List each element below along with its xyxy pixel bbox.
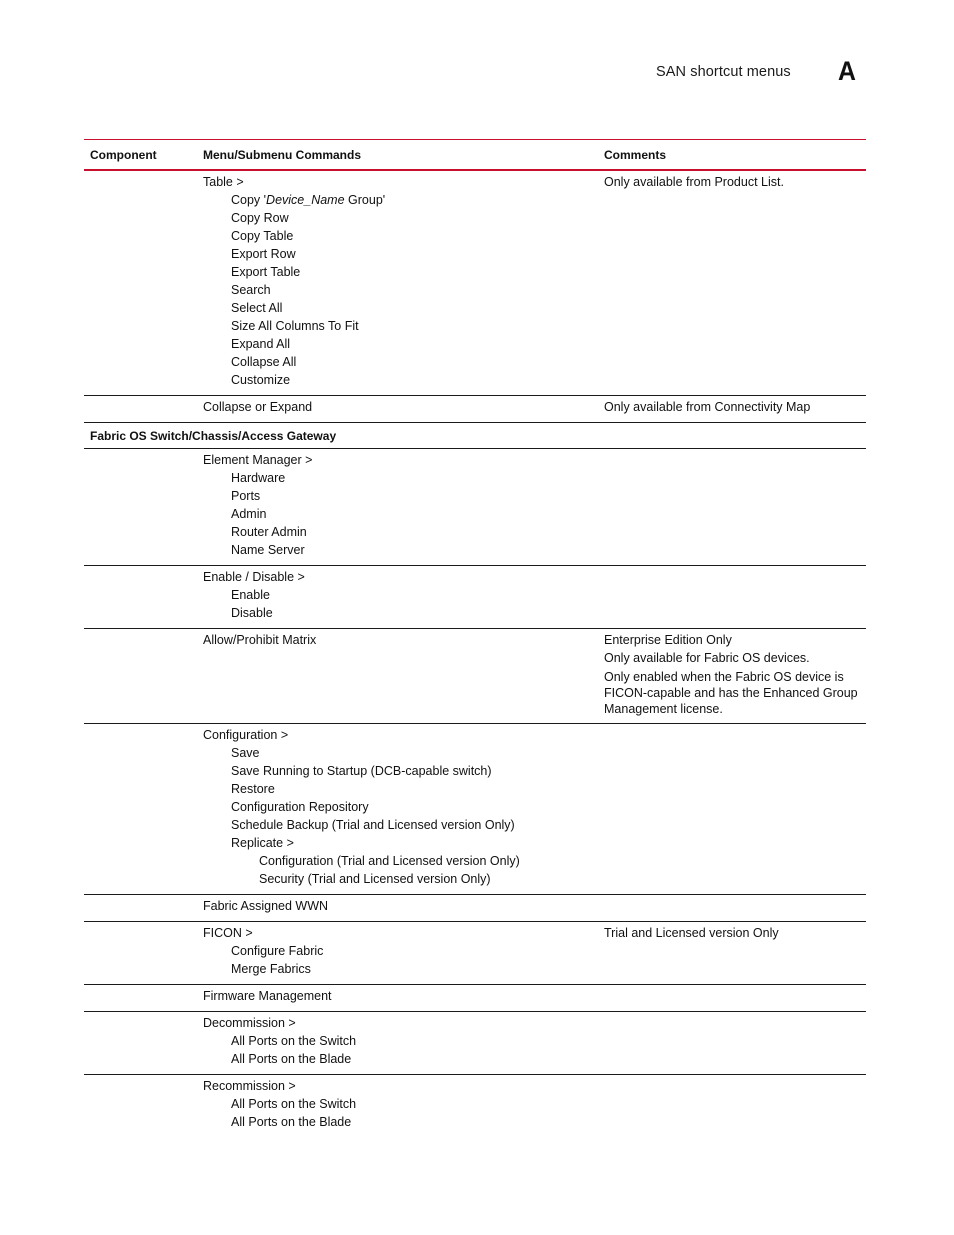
component-cell — [84, 987, 203, 1005]
table-row — [84, 1075, 866, 1137]
appendix-letter: A — [838, 56, 856, 86]
menu-command: Disable — [231, 606, 273, 620]
component-cell — [84, 924, 203, 978]
comments-cell — [604, 924, 866, 978]
table-row — [84, 922, 866, 985]
component-cell — [84, 173, 203, 389]
menu-command: Recommission > — [203, 1079, 296, 1093]
comments-cell — [604, 398, 866, 416]
menu-command: Copy 'Device_Name Group' — [231, 193, 386, 207]
comments-cell — [604, 1077, 866, 1131]
menu-command: Collapse All — [231, 355, 297, 369]
menu-command: Configuration Repository — [231, 800, 369, 814]
menu-command: Security (Trial and Licensed version Only) — [259, 872, 491, 886]
menu-command: Export Table — [231, 265, 301, 279]
comments-cell — [604, 451, 866, 559]
menu-command: FICON > — [203, 926, 253, 940]
menu-command: All Ports on the Blade — [231, 1115, 352, 1129]
table-row — [84, 566, 866, 629]
menu-command: Expand All — [231, 337, 291, 351]
table-section-header: Fabric OS Switch/Chassis/Access Gateway — [84, 423, 866, 449]
menu-command: Configuration > — [203, 728, 289, 742]
menu-command: Table > — [203, 175, 244, 189]
comment-text: Only available for Fabric OS devices. — [604, 651, 810, 665]
component-cell — [84, 451, 203, 559]
comments-cell — [604, 987, 866, 1005]
table-row — [84, 629, 866, 724]
column-header-component: Component — [90, 147, 157, 162]
table-header — [84, 139, 866, 171]
menu-command: Export Row — [231, 247, 296, 261]
comments-cell — [604, 726, 866, 888]
menu-command: Element Manager > — [203, 453, 313, 467]
component-cell — [84, 1077, 203, 1131]
comment-text: Only available from Product List. — [604, 175, 784, 189]
comments-cell — [604, 568, 866, 622]
table-row — [84, 985, 866, 1012]
menu-command: Customize — [231, 373, 291, 387]
commands-cell — [203, 726, 604, 888]
menu-command: Router Admin — [231, 525, 307, 539]
commands-cell — [203, 987, 604, 1005]
comments-cell — [604, 173, 866, 389]
commands-cell — [203, 631, 604, 717]
table-row — [84, 895, 866, 922]
component-cell — [84, 568, 203, 622]
menu-command: Configure Fabric — [231, 944, 324, 958]
commands-cell — [203, 1077, 604, 1131]
commands-cell — [203, 897, 604, 915]
menu-command: Enable — [231, 588, 270, 602]
table-row — [84, 171, 866, 396]
menu-command: Ports — [231, 489, 261, 503]
component-cell — [84, 1014, 203, 1068]
menu-command: Save — [231, 746, 260, 760]
menu-command: Name Server — [231, 543, 305, 557]
commands-cell — [203, 568, 604, 622]
component-cell — [84, 726, 203, 888]
shortcut-menu-table — [84, 139, 866, 1137]
commands-cell — [203, 398, 604, 416]
menu-command: Merge Fabrics — [231, 962, 311, 976]
comment-text: Trial and Licensed version Only — [604, 926, 779, 940]
component-cell — [84, 398, 203, 416]
menu-command: Select All — [231, 301, 283, 315]
menu-command: All Ports on the Switch — [231, 1034, 357, 1048]
menu-command: Size All Columns To Fit — [231, 319, 359, 333]
commands-cell — [203, 451, 604, 559]
component-cell — [84, 897, 203, 915]
menu-command: Fabric Assigned WWN — [203, 899, 329, 913]
page-header-title: SAN shortcut menus — [656, 64, 791, 80]
column-header-commands: Menu/Submenu Commands — [203, 147, 362, 162]
column-header-comments: Comments — [604, 147, 667, 162]
commands-cell — [203, 1014, 604, 1068]
comments-cell — [604, 1014, 866, 1068]
comment-text: Only available from Connectivity Map — [604, 400, 811, 414]
menu-command: All Ports on the Switch — [231, 1097, 357, 1111]
component-cell — [84, 631, 203, 717]
menu-command: Hardware — [231, 471, 286, 485]
comments-cell — [604, 631, 866, 717]
menu-command: Restore — [231, 782, 275, 796]
commands-cell — [203, 173, 604, 389]
menu-command: Collapse or Expand — [203, 400, 313, 414]
table-row — [84, 396, 866, 423]
menu-command: Decommission > — [203, 1016, 296, 1030]
menu-command: Copy Row — [231, 211, 289, 225]
menu-command: Copy Table — [231, 229, 294, 243]
table-row — [84, 1012, 866, 1075]
commands-cell — [203, 924, 604, 978]
menu-command: Enable / Disable > — [203, 570, 305, 584]
menu-command: Search — [231, 283, 271, 297]
menu-command: Admin — [231, 507, 267, 521]
menu-command: All Ports on the Blade — [231, 1052, 352, 1066]
menu-command: Replicate > — [231, 836, 294, 850]
comment-text: Enterprise Edition Only — [604, 633, 732, 647]
menu-command: Firmware Management — [203, 989, 332, 1003]
menu-command: Schedule Backup (Trial and Licensed version Only) — [231, 818, 515, 832]
menu-command: Allow/Prohibit Matrix — [203, 633, 317, 647]
comment-text: Only enabled when the Fabric OS device is FICON-capable and has the Enhanced Group Management license. — [604, 670, 858, 716]
table-row — [84, 449, 866, 566]
comments-cell — [604, 897, 866, 915]
menu-command: Save Running to Startup (DCB-capable switch) — [231, 764, 492, 778]
table-row — [84, 724, 866, 895]
table-body — [84, 171, 866, 1137]
menu-command: Configuration (Trial and Licensed version Only) — [259, 854, 520, 868]
